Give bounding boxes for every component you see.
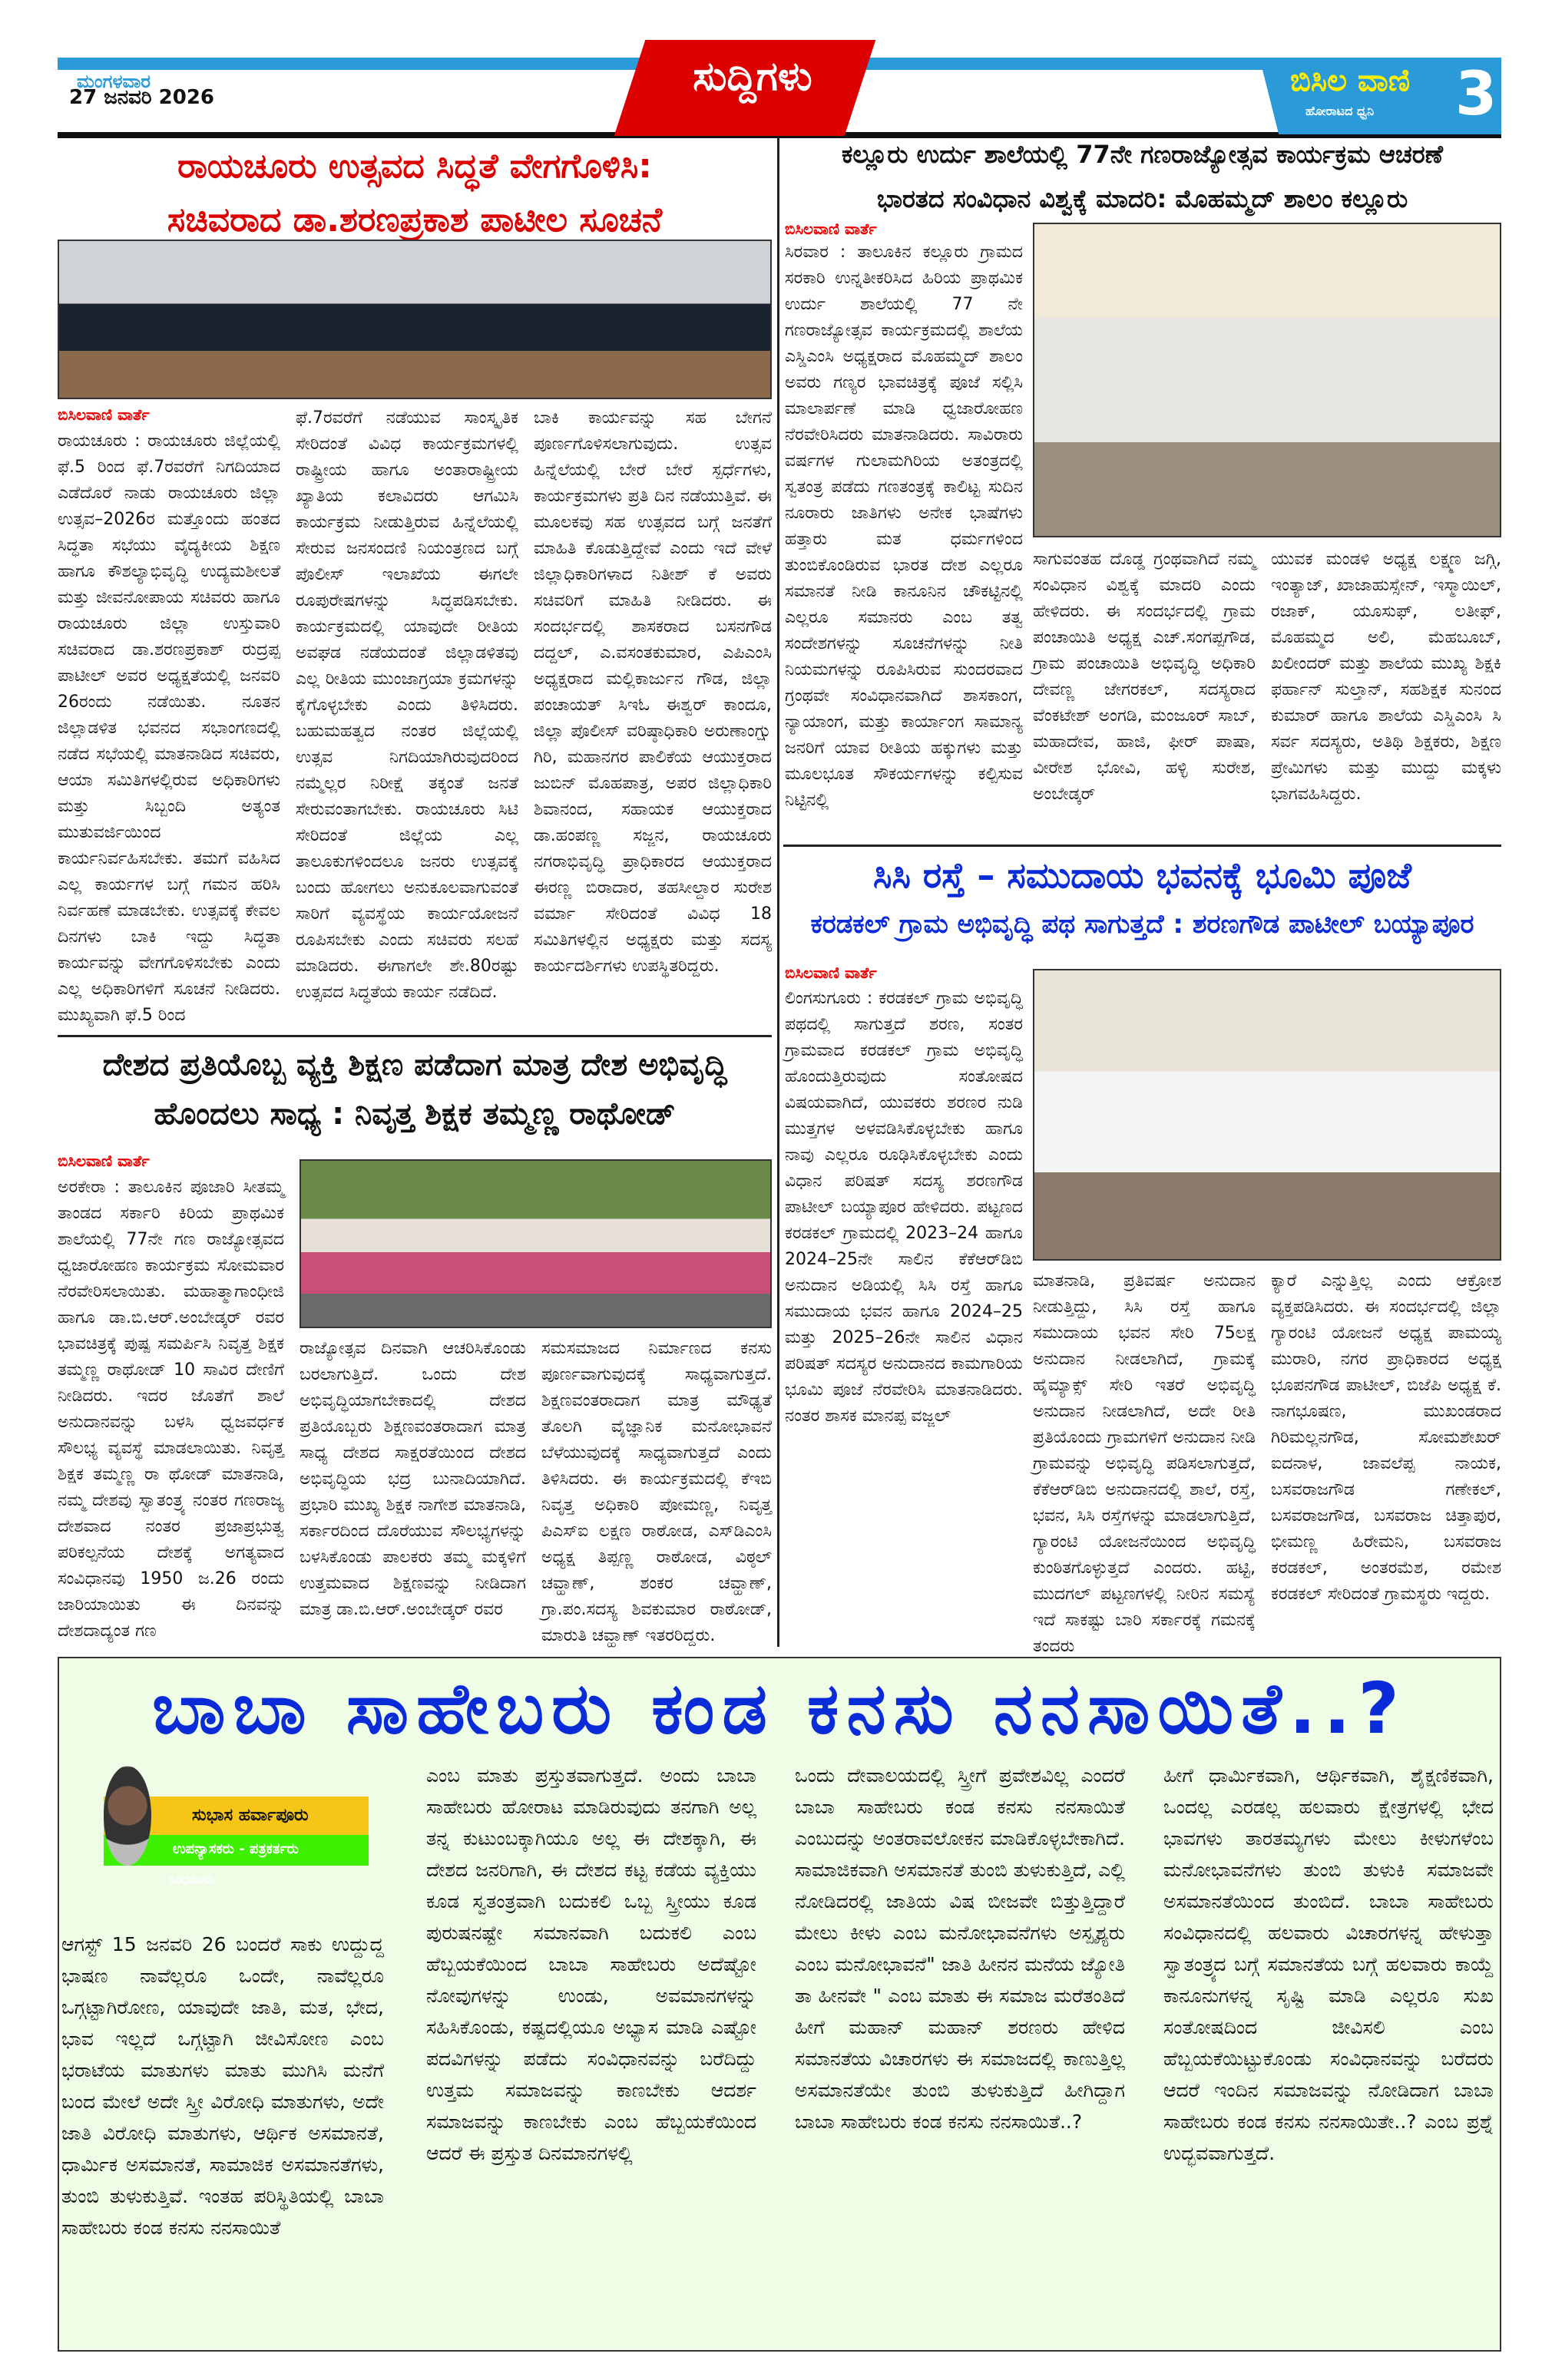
- article-column: ಲಿಂಗಸುಗೂರು : ಕರಡಕಲ್ ಗ್ರಾಮ ಅಭಿವೃದ್ಧಿ ಪಥದಲ್ಲಿ ಸಾಗುತ್ತದೆ ಶರಣ, ಸಂತರ ಗ್ರಾಮವಾದ ಕರಡಕಲ್ ಗ್ರಾಮ ಅಭಿವೃದ್ಧಿ ಹೊಂದುತ್ತಿರುವುದು ಸಂತೋಷದ ವಿಷಯವಾಗಿದೆ, ಯುವಕರು ಶರಣರ ನುಡಿ ಮುತ್ತಗಳ ಅಳವಡಿಸಿಕೊಳ್ಳಬೇಕು ಹಾಗೂ ನಾವು ಎಲ್ಲರೂ ರೂಢಿಸಿಕೊಳ್ಳಬೇಕು ಎಂದು ವಿಧಾನ ಪರಿಷತ್ ಸದಸ್ಯ ಶರಣಗೌಡ ಪಾಟೀಲ್ ಬಯ್ಯಾಪೂರ ಹೇಳಿದರು. ಪಟ್ಟಣದ ಕರಡಕಲ್ ಗ್ರಾಮದಲ್ಲಿ 2023–24 ಹಾಗೂ 2024–25ನೇ ಸಾಲಿನ ಕೆಕೆಆರ್‌ಡಿಬಿ ಅನುದಾನ ಅಡಿಯಲ್ಲಿ ಸಿಸಿ ರಸ್ತೆ ಹಾಗೂ ಸಮುದಾಯ ಭವನ ಹಾಗೂ 2024–25 ಮತ್ತು 2025–26ನೇ ಸಾಲಿನ ವಿಧಾನ ಪರಿಷತ್ ಸದಸ್ಯರ ಅನುದಾನದ ಕಾಮಗಾರಿಯ ಭೂಮಿ ಪೂಜೆ ನೆರವೇರಿಸಿ ಮಾತನಾಡಿದರು. ನಂತರ ಶಾಸಕ ಮಾನಪ್ಪ ವಜ್ಜಲ್: [785, 989, 1023, 1426]
- article-column: ಯುವಕ ಮಂಡಳಿ ಅಧ್ಯಕ್ಷ ಲಕ್ಷ್ಮಣ ಜಗ್ಗಿ, ಇಂತ್ಯಾಜ್, ಖಾಜಾಹುಸ್ಸೇನ್, ಇಸ್ಮಾಯಿಲ್, ರಜಾಕ್, ಯೂಸುಫ್, ಲತೀಫ್, ಮೊಹಮ್ಮದ ಅಲಿ, ಮೆಹಬೂಬ್, ಖಲೀಂದರ್ ಮತ್ತು ಶಾಲೆಯ ಮುಖ್ಯ ಶಿಕ್ಷಕಿ ಫರ್ಹಾನ್ ಸುಲ್ತಾನ್, ಸಹಶಿಕ್ಷಕ ಸುನಂದ ಕುಮಾರ್ ಹಾಗೂ ಶಾಲೆಯ ಎಸ್ಡಿಎಂಸಿ ಸಿ ಸರ್ವ ಸದಸ್ಯರು, ಅತಿಥಿ ಶಿಕ್ಷಕರು, ಶಿಕ್ಷಣ ಪ್ರೇಮಿಗಳು ಮತ್ತು ಮುದ್ದು ಮಕ್ಕಳು ಭಾಗವಹಿಸಿದ್ದರು.: [1271, 550, 1501, 804]
- headline-line: ಕರಡಕಲ್ ಗ್ರಾಮ ಅಭಿವೃದ್ಧಿ ಪಥ ಸಾಗುತ್ತದೆ : ಶರಣಗೌಡ ಪಾಟೀಲ್ ಬಯ್ಯಾಪೂರ: [810, 909, 1474, 940]
- article-column: ಅರಕೇರಾ : ತಾಲೂಕಿನ ಪೂಜಾರಿ ಸೀತಮ್ಮ ತಾಂಡದ ಸರ್ಕಾರಿ ಕಿರಿಯ ಪ್ರಾಥಮಿಕ ಶಾಲೆಯಲ್ಲಿ 77ನೇ ಗಣ ರಾಜ್ಯೋತ್ಸವದ ಧ್ವಜಾರೋಹಣ ಕಾರ್ಯಕ್ರಮ ಸೋಮವಾರ ನೆರವೇರಿಸಲಾಯಿತು. ಮಹಾತ್ಮಾಗಾಂಧೀಜಿ ಹಾಗೂ ಡಾ.ಬಿ.ಆರ್.ಅಂಬೇಡ್ಕರ್ ರವರ ಭಾವಚಿತ್ರಕ್ಕೆ ಪುಷ್ಪ ಸಮರ್ಪಿಸಿ ನಿವೃತ್ತ ಶಿಕ್ಷಕ ತಮ್ಮಣ್ಣ ರಾಥೋಡ್ 10 ಸಾವಿರ ದೇಣಿಗೆ ನೀಡಿದರು. ಇದರ ಜೊತೆಗೆ ಶಾಲೆ ಅನುದಾನವನ್ನು ಬಳಸಿ ಧ್ವಜವರ್ಧಕ ಸೌಲಭ್ಯ ವ್ಯವಸ್ಥೆ ಮಾಡಲಾಯಿತು. ನಿವೃತ್ತ ಶಿಕ್ಷಕ ತಮ್ಮಣ್ಣ ರಾ ಥೋಡ್ ಮಾತನಾಡಿ, ನಮ್ಮ ದೇಶವು ಸ್ವಾತಂತ್ರ್ಯ ನಂತರ ಗಣರಾಜ್ಯ ದೇಶವಾದ ನಂತರ ಪ್ರಜಾಪ್ರಭುತ್ವ ಪರಿಕಲ್ಪನೆಯ ದೇಶಕ್ಕೆ ಅಗತ್ಯವಾದ ಸಂವಿಧಾನವು 1950 ಜ.26 ರಂದು ಜಾರಿಯಾಯಿತು ಈ ದಿನವನ್ನು ದೇಶದಾದ್ಯಂತ ಗಣ: [58, 1178, 284, 1641]
- opinion-column: ಎಂಬ ಮಾತು ಪ್ರಸ್ತುತವಾಗುತ್ತದೆ. ಅಂದು ಬಾಬಾ ಸಾಹೇಬರು ಹೋರಾಟ ಮಾಡಿರುವುದು ತನಗಾಗಿ ಅಲ್ಲ ತನ್ನ ಕುಟುಂಬಕ್ಕಾಗಿಯೂ ಅಲ್ಲ ಈ ದೇಶಕ್ಕಾಗಿ, ಈ ದೇಶದ ಜನರಿಗಾಗಿ, ಈ ದೇಶದ ಕಟ್ಟ ಕಡೆಯ ವ್ಯಕ್ತಿಯು ಕೂಡ ಸ್ವತಂತ್ರವಾಗಿ ಬದುಕಲಿ ಒಬ್ಬ ಸ್ತ್ರೀಯು ಕೂಡ ಪುರುಷನಷ್ಟೇ ಸಮಾನವಾಗಿ ಬದುಕಲಿ ಎಂಬ ಹೆಬ್ಬಯಕೆಯಿಂದ ಬಾಬಾ ಸಾಹೇಬರು ಅದೆಷ್ಟೋ ನೋವುಗಳನ್ನು ಉಂಡು, ಅವಮಾನಗಳನ್ನು ಸಹಿಸಿಕೊಂಡು, ಕಷ್ಟದಲ್ಲಿಯೂ ಅಭ್ಯಾಸ ಮಾಡಿ ಎಷ್ಟೋ ಪದವಿಗಳನ್ನು ಪಡೆದು ಸಂವಿಧಾನವನ್ನು ಬರೆದಿದ್ದು ಉತ್ತಮ ಸಮಾಜವನ್ನು ಕಾಣಬೇಕು ಆದರ್ಶ ಸಮಾಜವನ್ನು ಕಾಣಬೇಕು ಎಂಬ ಹೆಬ್ಬಯಕೆಯಿಂದ ಆದರೆ ಈ ಪ್ರಸ್ತುತ ದಿನಮಾನಗಳಲ್ಲಿ: [426, 1764, 756, 2164]
- author-name: ಸುಭಾಸ ಹರ್ವಾಪೂರು: [192, 1806, 309, 1825]
- byline: ಬಿಸಿಲವಾಣಿ ವಾರ್ತೆ: [58, 1152, 150, 1170]
- meeting-photo: [58, 240, 772, 399]
- article-column: ಸಿರವಾರ : ತಾಲೂಕಿನ ಕಲ್ಲೂರು ಗ್ರಾಮದ ಸರಕಾರಿ ಉನ್ನತೀಕರಿಸಿದ ಹಿರಿಯ ಪ್ರಾಥಮಿಕ ಉರ್ದು ಶಾಲೆಯಲ್ಲಿ 77 ನೇ ಗಣರಾಜ್ಯೋತ್ಸವ ಕಾರ್ಯಕ್ರಮದಲ್ಲಿ ಶಾಲೆಯ ಎಸ್ಡಿಎಂಸಿ ಅಧ್ಯಕ್ಷರಾದ ಮೊಹಮ್ಮದ್ ಶಾಲಂ ಅವರು ಗಣ್ಯರ ಭಾವಚಿತ್ರಕ್ಕೆ ಪೂಜೆ ಸಲ್ಲಿಸಿ ಮಾಲಾರ್ಪಣೆ ಮಾಡಿ ಧ್ವಜಾರೋಹಣ ನೆರವೇರಿಸಿದರು ಮಾತನಾಡಿದರು. ಸಾವಿರಾರು ವರ್ಷಗಳ ಗುಲಾಮಗಿರಿಯ ಅತಂತ್ರದಲ್ಲಿ ಸ್ವತಂತ್ರ ಪಡೆದು ಗಣತಂತ್ರಕ್ಕೆ ಕಾಲಿಟ್ಟ ಸುದಿನ ನೂರಾರು ಜಾತಿಗಳು ಅನೇಕ ಭಾಷೆಗಳು ಹತ್ತಾರು ಮತ ಧರ್ಮಗಳಿಂದ ತುಂಬಿಕೊಂಡಿರುವ ಭಾರತ ದೇಶ ಎಲ್ಲರೂ ಸಮಾನತೆ ನೀಡಿ ಕಾನೂನಿನ ಚೌಕಟ್ಟಿನಲ್ಲಿ ಎಲ್ಲರೂ ಸಮಾನರು ಎಂಬ ತತ್ವ ಸಂದೇಶಗಳನ್ನು ಸೂಚನೆಗಳನ್ನು ನೀತಿ ನಿಯಮಗಳನ್ನು ರೂಪಿಸಿರುವ ಸುಂದರವಾದ ಗ್ರಂಥವೇ ಸಂವಿಧಾನವಾಗಿದೆ ಶಾಸಕಾಂಗ, ನ್ಯಾಯಾಂಗ, ಮತ್ತು ಕಾರ್ಯಾಂಗ ಸಾಮಾನ್ಯ ಜನರಿಗೆ ಯಾವ ರೀತಿಯ ಹಕ್ಕುಗಳು ಮತ್ತು ಮೂಲಭೂತ ಸೌಕರ್ಯಗಳನ್ನು ಕಲ್ಪಿಸುವ ನಿಟ್ಟಿನಲ್ಲಿ: [785, 243, 1023, 810]
- author-photo: [104, 1766, 151, 1866]
- headline-line: ಸಿಸಿ ರಸ್ತೆ – ಸಮುದಾಯ ಭವನಕ್ಕೆ ಭೂಮಿ ಪೂಜೆ: [873, 854, 1411, 896]
- article-headline: [783, 132, 1501, 221]
- article-headline: [783, 851, 1501, 949]
- byline: ಬಿಸಿಲವಾಣಿ ವಾರ್ತೆ: [785, 964, 877, 982]
- opinion-column: ಹೀಗೆ ಧಾರ್ಮಿಕವಾಗಿ, ಆರ್ಥಿಕವಾಗಿ, ಶೈಕ್ಷಣಿಕವಾಗಿ, ಒಂದಲ್ಲ ಎರಡಲ್ಲ ಹಲವಾರು ಕ್ಷೇತ್ರಗಳಲ್ಲಿ ಭೇದ ಭಾವಗಳು ತಾರತಮ್ಯಗಳು ಮೇಲು ಕೀಳುಗಳೆಂಬ ಮನೋಭಾವನೆಗಳು ತುಂಬಿ ತುಳುಕಿ ಸಮಾಜವೇ ಅಸಮಾನತೆಯಿಂದ ತುಂಬಿದೆ. ಬಾಬಾ ಸಾಹೇಬರು ಸಂವಿಧಾನದಲ್ಲಿ ಹಲವಾರು ವಿಚಾರಗಳನ್ನ ಹೇಳುತ್ತಾ ಸ್ವಾತಂತ್ರ್ಯದ ಬಗ್ಗೆ ಸಮಾನತೆಯ ಬಗ್ಗೆ ಹಲವಾರು ಕಾಯ್ದೆ ಕಾನೂನುಗಳನ್ನ ಸೃಷ್ಟಿ ಮಾಡಿ ಎಲ್ಲರೂ ಸುಖ ಸಂತೋಷದಿಂದ ಜೀವಿಸಲಿ ಎಂಬ ಹೆಬ್ಬಯಕೆಯಿಟ್ಟುಕೊಂಡು ಸಂವಿಧಾನವನ್ನು ಬರೆದರು ಆದರೆ ಇಂದಿನ ಸಮಾಜವನ್ನು ನೋಡಿದಾಗ ಬಾಬಾ ಸಾಹೇಬರು ಕಂಡ ಕನಸು ನನಸಾಯಿತೇ..? ಎಂಬ ಪ್ರಶ್ನೆ ಉದ್ಭವವಾಗುತ್ತದೆ.: [1163, 1764, 1494, 2164]
- byline: ಬಿಸಿಲವಾಣಿ ವಾರ್ತೆ: [58, 405, 150, 424]
- byline: ಬಿಸಿಲವಾಣಿ ವಾರ್ತೆ: [785, 220, 877, 238]
- headline-line: ಕಲ್ಲೂರು ಉರ್ದು ಶಾಲೆಯಲ್ಲಿ 77ನೇ ಗಣರಾಜ್ಯೋತ್ಸವ ಕಾರ್ಯಕ್ರಮ ಆಚರಣೆ: [841, 140, 1444, 169]
- opinion-column: ಆಗಸ್ಟ್ 15 ಜನವರಿ 26 ಬಂದರೆ ಸಾಕು ಉದ್ದುದ್ದ ಭಾಷಣ ನಾವೆಲ್ಲರೂ ಒಂದೇ, ನಾವೆಲ್ಲರೂ ಒಗ್ಗಟ್ಟಾಗಿರೋಣ, ಯಾವುದೇ ಜಾತಿ, ಮತ, ಭೇದ, ಭಾವ ಇಲ್ಲದೆ ಒಗ್ಗಟ್ಟಾಗಿ ಜೀವಿಸೋಣ ಎಂಬ ಭರಾಟೆಯ ಮಾತುಗಳು ಮಾತು ಮುಗಿಸಿ ಮನೆಗೆ ಬಂದ ಮೇಲೆ ಅದೇ ಸ್ತ್ರೀ ವಿರೋಧಿ ಮಾತುಗಳು, ಅದೇ ಜಾತಿ ವಿರೋಧಿ ಮಾತುಗಳು, ಆರ್ಥಿಕ ಅಸಮಾನತೆ, ಧಾರ್ಮಿಕ ಅಸಮಾನತೆ, ಸಾಮಾಜಿಕ ಅಸಮಾನತೆಗಳು, ತುಂಬಿ ತುಳುಕುತ್ತಿವೆ. ಇಂತಹ ಪರಿಸ್ಥಿತಿಯಲ್ಲಿ ಬಾಬಾ ಸಾಹೇಬರು ಕಂಡ ಕನಸು ನನಸಾಯಿತೆ: [61, 1933, 384, 2239]
- divider: [58, 1035, 772, 1037]
- opinion-headline: ಬಾಬಾ ಸಾಹೇಬರು ಕಂಡ ಕನಸು ನನಸಾಯಿತೆ..?: [152, 1668, 1407, 1750]
- flag-hoisting-photo: [1033, 223, 1501, 537]
- masthead-tagline: ಹೋರಾಟದ ಧ್ವನಿ: [1305, 104, 1375, 118]
- article-column: ಮಾತನಾಡಿ, ಪ್ರತಿವರ್ಷ ಅನುದಾನ ನೀಡುತ್ತಿದ್ದು, ಸಿಸಿ ರಸ್ತೆ ಹಾಗೂ ಸಮುದಾಯ ಭವನ ಸೇರಿ 75ಲಕ್ಷ ಅನುದಾನ ನೀಡಲಾಗಿದೆ, ಗ್ರಾಮಕ್ಕೆ ಹೈಮ್ಯಾಕ್ಸ್ ಸೇರಿ ಇತರೆ ಅಭಿವೃದ್ಧಿ ಅನುದಾನ ನೀಡಲಾಗಿದೆ, ಅದೇ ರೀತಿ ಪ್ರತಿಯೊಂದು ಗ್ರಾಮಗಳಿಗೆ ಅನುದಾನ ನೀಡಿ ಗ್ರಾಮವನ್ನು ಅಭಿವೃದ್ಧಿ ಪಡಿಸಲಾಗುತ್ತದೆ, ಕೆಕೆಆರ್‌ಡಿಬಿ ಅನುದಾನದಲ್ಲಿ ಶಾಲೆ, ರಸ್ತೆ, ಭವನ, ಸಿಸಿ ರಸ್ತೆಗಳನ್ನು ಮಾಡಲಾಗುತ್ತಿದೆ, ಗ್ಯಾರಂಟಿ ಯೋಜನೆಯಿಂದ ಅಭಿವೃದ್ಧಿ ಕುಂಠಿತಗೊಳ್ಳುತ್ತದೆ ಎಂದರು. ಹಟ್ಟಿ, ಮುದಗಲ್ ಪಟ್ಟಣಗಳಲ್ಲಿ ನೀರಿನ ಸಮಸ್ಯೆ ಇದೆ ಸಾಕಷ್ಟು ಬಾರಿ ಸರ್ಕಾರಕ್ಕೆ ಗಮನಕ್ಕೆ ತಂದರು: [1033, 1271, 1256, 1656]
- headline-line: ಭಾರತದ ಸಂವಿಧಾನ ವಿಶ್ವಕ್ಕೆ ಮಾದರಿ: ಮೊಹಮ್ಮದ್ ಶಾಲಂ ಕಲ್ಲೂರು: [876, 184, 1408, 213]
- page-number: 3: [1455, 60, 1497, 129]
- school-event-photo: [299, 1159, 772, 1328]
- divider: [783, 845, 1501, 847]
- column-divider: [777, 138, 779, 1647]
- section-label: ಸುದ್ದಿಗಳು: [693, 54, 812, 100]
- article-headline: [58, 1040, 772, 1139]
- article-column: ಸಮಸಮಾಜದ ನಿರ್ಮಾಣದ ಕನಸು ಪೂರ್ಣವಾಗುವುದಕ್ಕೆ ಸಾಧ್ಯವಾಗುತ್ತದೆ. ಶಿಕ್ಷಣವಂತರಾದಾಗ ಮಾತ್ರ ಮೌಢ್ಯತೆ ತೊಲಗಿ ವೈಜ್ಞಾನಿಕ ಮನೋಭಾವನೆ ಬೆಳೆಯುವುದಕ್ಕೆ ಸಾಧ್ಯವಾಗುತ್ತದೆ ಎಂದು ತಿಳಿಸಿದರು. ಈ ಕಾರ್ಯಕ್ರಮದಲ್ಲಿ ಕೆಇಬಿ ನಿವೃತ್ತ ಅಧಿಕಾರಿ ಪೋಮಣ್ಣ, ನಿವೃತ್ತ ಪಿಎಸ್ಐ ಲಕ್ಷಣ ರಾಠೋಡ, ಎಸ್‌ಡಿಎಂಸಿ ಅಧ್ಯಕ್ಷ ತಿಪ್ಪಣ್ಣ ರಾಠೋಡ, ವಿಠ್ಠಲ್ ಚವ್ಹಾಣ್, ಶಂಕರ ಚವ್ಹಾಣ್, ಗ್ರಾ.ಪಂ.ಸದಸ್ಯ ಶಿವಕುಮಾರ ರಾಠೋಡ್, ಮಾರುತಿ ಚವ್ಹಾಣ್ ಇತರರಿದ್ದರು.: [541, 1339, 772, 1645]
- opinion-column: ಒಂದು ದೇವಾಲಯದಲ್ಲಿ ಸ್ತ್ರೀಗೆ ಪ್ರವೇಶವಿಲ್ಲ ಎಂದರೆ ಬಾಬಾ ಸಾಹೇಬರು ಕಂಡ ಕನಸು ನನಸಾಯಿತೆ ಎಂಬುದನ್ನು ಅಂತರಾವಲೋಕನ ಮಾಡಿಕೊಳ್ಳಬೇಕಾಗಿದೆ. ಸಾಮಾಜಿಕವಾಗಿ ಅಸಮಾನತೆ ತುಂಬಿ ತುಳುಕುತ್ತಿದೆ, ಎಲ್ಲಿ ನೋಡಿದರಲ್ಲಿ ಜಾತಿಯ ವಿಷ ಬೀಜವೇ ಬಿತ್ತುತ್ತಿದ್ದಾರೆ ಮೇಲು ಕೀಳು ಎಂಬ ಮನೋಭಾವನೆಗಳು ಅಸ್ಪೃಶ್ಯರು ಎಂಬ ಮನೋಭಾವನೆ" ಜಾತಿ ಹೀನನ ಮನೆಯ ಜ್ಯೋತಿ ತಾ ಹೀನವೇ " ಎಂಬ ಮಾತು ಈ ಸಮಾಜ ಮರೆತಂತಿದೆ ಹೀಗೆ ಮಹಾನ್ ಮಹಾನ್ ಶರಣರು ಹೇಳಿದ ಸಮಾನತೆಯ ವಿಚಾರಗಳು ಈ ಸಮಾಜದಲ್ಲಿ ಕಾಣುತ್ತಿಲ್ಲ ಅಸಮಾನತೆಯೇ ತುಂಬಿ ತುಳುಕುತ್ತಿದೆ ಹೀಗಿದ್ದಾಗ ಬಾಬಾ ಸಾಹೇಬರು ಕಂಡ ಕನಸು ನನಸಾಯಿತೆ..?: [795, 1764, 1126, 2133]
- article-column: ಕ್ಯಾರೆ ಎನ್ನುತ್ತಿಲ್ಲ ಎಂದು ಆಕ್ರೋಶ ವ್ಯಕ್ತಪಡಿಸಿದರು. ಈ ಸಂದರ್ಭದಲ್ಲಿ ಜಿಲ್ಲಾ ಗ್ಯಾರಂಟಿ ಯೋಜನೆ ಅಧ್ಯಕ್ಷ ಪಾಮಯ್ಯ ಮುರಾರಿ, ನಗರ ಪ್ರಾಧಿಕಾರದ ಅಧ್ಯಕ್ಷ ಭೂಪನಗೌಡ ಪಾಟೀಲ್, ಬಿಜೆಪಿ ಅಧ್ಯಕ್ಷ ಕೆ. ನಾಗಭೂಷಣ, ಮುಖಂಡರಾದ ಗಿರಿಮಲ್ಲನಗೌಡ, ಸೋಮಶೇಖರ್ ಐದನಾಳ, ಜಾವಲೆಪ್ಪ ನಾಯಕ, ಬಸವರಾಜಗೌಡ ಗಣೇಕಲ್, ಬಸವರಾಜಗೌಡ, ಬಸವರಾಜ ಚಿತ್ತಾಪುರ, ಭೀಮಣ್ಣ ಹಿರೇಮನಿ, ಬಸವರಾಜ ಕರಡಕಲ್, ಅಂತರಮೆಶ, ರಮೇಶ ಕರಡಕಲ್ ಸೇರಿದಂತೆ ಗ್ರಾಮಸ್ಥರು ಇದ್ದರು.: [1271, 1271, 1501, 1604]
- headline-line: ದೇಶದ ಪ್ರತಿಯೊಬ್ಬ ವ್ಯಕ್ತಿ ಶಿಕ್ಷಣ ಪಡೆದಾಗ ಮಾತ್ರ ದೇಶ ಅಭಿವೃದ್ಧಿ: [102, 1047, 727, 1083]
- bhoomi-pooja-photo: [1033, 969, 1501, 1261]
- headline-line: ರಾಯಚೂರು ಉತ್ಸವದ ಸಿದ್ಧತೆ ವೇಗಗೊಳಿಸಿ:: [177, 147, 652, 186]
- article-column: ಸಾಗುವಂತಹ ದೊಡ್ಡ ಗ್ರಂಥವಾಗಿದೆ ನಮ್ಮ ಸಂವಿಧಾನ ವಿಶ್ವಕ್ಕೆ ಮಾದರಿ ಎಂದು ಹೇಳಿದರು. ಈ ಸಂದರ್ಭದಲ್ಲಿ ಗ್ರಾಮ ಪಂಚಾಯಿತಿ ಅಧ್ಯಕ್ಷ ಎಚ್.ಸಂಗಪ್ಪಗೌಡ, ಗ್ರಾಮ ಪಂಚಾಯಿತಿ ಅಭಿವೃದ್ಧಿ ಅಧಿಕಾರಿ ದೇವಣ್ಣ ಜೇಗರಕಲ್, ಸದಸ್ಯರಾದ ವೆಂಕಟೇಶ್ ಅಂಗಡಿ, ಮಂಜೂರ್ ಸಾಬ್, ಮಹಾದೇವ, ಹಾಜಿ, ಫೀರ್ ಪಾಷಾ, ವೀರೇಶ ಭೋವಿ, ಹಳ್ಳಿ ಸುರೇಶ, ಅಂಬೇಡ್ಕರ್: [1033, 550, 1256, 804]
- article-column: ರಾಯಚೂರು : ರಾಯಚೂರು ಜಿಲ್ಲೆಯಲ್ಲಿ ಫೆ.5 ರಿಂದ ಫೆ.7ರವರೆಗೆ ನಿಗದಿಯಾದ ಎಡೆದೊರೆ ನಾಡು ರಾಯಚೂರು ಜಿಲ್ಲಾ ಉತ್ಸವ–2026ರ ಮತ್ತೊಂದು ಹಂತದ ಸಿದ್ಧತಾ ಸಭೆಯು ವೈದ್ಯಕೀಯ ಶಿಕ್ಷಣ ಹಾಗೂ ಕೌಶಲ್ಯಾಭಿವೃದ್ಧಿ ಉದ್ಯಮಶೀಲತೆ ಮತ್ತು ಜೀವನೋಪಾಯ ಸಚಿವರು ಹಾಗೂ ರಾಯಚೂರು ಜಿಲ್ಲಾ ಉಸ್ತುವಾರಿ ಸಚಿವರಾದ ಡಾ.ಶರಣಪ್ರಕಾಶ್ ರುದ್ರಪ್ಪ ಪಾಟೀಲ್ ಅವರ ಅಧ್ಯಕ್ಷತೆಯಲ್ಲಿ ಜನವರಿ 26ರಂದು ನಡೆಯಿತು. ನೂತನ ಜಿಲ್ಲಾಡಳಿತ ಭವನದ ಸಭಾಂಗಣದಲ್ಲಿ ನಡೆದ ಸಭೆಯಲ್ಲಿ ಮಾತನಾಡಿದ ಸಚಿವರು, ಆಯಾ ಸಮಿತಿಗಳಲ್ಲಿರುವ ಅಧಿಕಾರಿಗಳು ಮತ್ತು ಸಿಬ್ಬಂದಿ ಅತ್ಯಂತ ಮುತುವರ್ಜಿಯಿಂದ ಕಾರ್ಯನಿರ್ವಹಿಸಬೇಕು. ತಮಗೆ ವಹಿಸಿದ ಎಲ್ಲ ಕಾರ್ಯಗಳ ಬಗ್ಗೆ ಗಮನ ಹರಿಸಿ ನಿರ್ವಹಣೆ ಮಾಡಬೇಕು. ಉತ್ಸವಕ್ಕೆ ಕೇವಲ ದಿನಗಳು ಬಾಕಿ ಇದ್ದು ಸಿದ್ಧತಾ ಕಾರ್ಯವನ್ನು ವೇಗಗೊಳಿಸಬೇಕು ಎಂದು ಎಲ್ಲ ಅಧಿಕಾರಿಗಳಿಗೆ ಸೂಚನೆ ನೀಡಿದರು. ಮುಖ್ಯವಾಗಿ ಫೆ.5 ರಿಂದ: [58, 431, 280, 1025]
- issue-date: 27 ಜನವರಿ 2026: [69, 86, 214, 109]
- headline-line: ಸಚಿವರಾದ ಡಾ.ಶರಣಪ್ರಕಾಶ ಪಾಟೀಲ ಸೂಚನೆ: [167, 200, 663, 240]
- article-column: ಬಾಕಿ ಕಾರ್ಯವನ್ನು ಸಹ ಬೇಗನೆ ಪೂರ್ಣಗೊಳಿಸಲಾಗುವುದು. ಉತ್ಸವ ಹಿನ್ನೆಲೆಯಲ್ಲಿ ಬೇರೆ ಬೇರೆ ಸ್ಪರ್ಧೆಗಳು, ಕಾರ್ಯಕ್ರಮಗಳು ಪ್ರತಿ ದಿನ ನಡೆಯುತ್ತಿವೆ. ಈ ಮೂಲಕವು ಸಹ ಉತ್ಸವದ ಬಗ್ಗೆ ಜನತೆಗೆ ಮಾಹಿತಿ ಕೊಡುತ್ತಿದ್ದೇವೆ ಎಂದು ಇದೆ ವೇಳೆ ಜಿಲ್ಲಾಧಿಕಾರಿಗಳಾದ ನಿತೀಶ್ ಕೆ ಅವರು ಸಚಿವರಿಗೆ ಮಾಹಿತಿ ನೀಡಿದರು. ಈ ಸಂದರ್ಭದಲ್ಲಿ ಶಾಸಕರಾದ ಬಸನಗೌಡ ದದ್ದಲ್, ಎ.ವಸಂತಕುಮಾರ, ಎಪಿಎಂಸಿ ಅಧ್ಯಕ್ಷರಾದ ಮಲ್ಲಿಕಾರ್ಜುನ ಗೌಡ, ಜಿಲ್ಲಾ ಪಂಚಾಯತ್ ಸಿಇಓ ಈಶ್ವರ್ ಕಾಂದೂ, ಜಿಲ್ಲಾ ಪೊಲೀಸ್ ವರಿಷ್ಠಾಧಿಕಾರಿ ಅರುಣಾಂಗ್ಷು ಗಿರಿ, ಮಹಾನಗರ ಪಾಲಿಕೆಯ ಆಯುಕ್ತರಾದ ಜುಬಿನ್ ಮೊಹಪಾತ್ರ, ಅಪರ ಜಿಲ್ಲಾಧಿಕಾರಿ ಶಿವಾನಂದ, ಸಹಾಯಕ ಆಯುಕ್ತರಾದ ಡಾ.ಹಂಪಣ್ಣ ಸಜ್ಜನ, ರಾಯಚೂರು ನಗರಾಭಿವೃದ್ಧಿ ಪ್ರಾಧಿಕಾರದ ಆಯುಕ್ತರಾದ ಈರಣ್ಣ ಬಿರಾದಾರ, ತಹಸೀಲ್ದಾರ ಸುರೇಶ ವರ್ಮಾ ಸೇರಿದಂತೆ ವಿವಿಧ 18 ಸಮಿತಿಗಳಲ್ಲಿನ ಅಧ್ಯಕ್ಷರು ಮತ್ತು ಸದಸ್ಯ ಕಾರ್ಯದರ್ಶಿಗಳು ಉಪಸ್ಥಿತರಿದ್ದರು.: [534, 408, 772, 976]
- masthead-name: ಬಿಸಿಲ ವಾಣಿ: [1290, 63, 1411, 98]
- article-headline: [58, 140, 772, 248]
- weekday: ಮಂಗಳವಾರ: [77, 71, 151, 92]
- headline-line: ಹೊಂದಲು ಸಾಧ್ಯ : ನಿವೃತ್ತ ಶಿಕ್ಷಕ ತಮ್ಮಣ್ಣ ರಾಥೋಡ್: [154, 1096, 676, 1132]
- article-column: ರಾಜ್ಯೋತ್ಸವ ದಿನವಾಗಿ ಆಚರಿಸಿಕೊಂಡು ಬರಲಾಗುತ್ತಿದೆ. ಒಂದು ದೇಶ ಅಭಿವೃದ್ಧಿಯಾಗಬೇಕಾದಲ್ಲಿ ದೇಶದ ಪ್ರತಿಯೊಬ್ಬರು ಶಿಕ್ಷಣವಂತರಾದಾಗ ಮಾತ್ರ ಸಾಧ್ಯ ದೇಶದ ಸಾಕ್ಷರತೆಯಿಂದ ದೇಶದ ಅಭಿವೃದ್ಧಿಯ ಭದ್ರ ಬುನಾದಿಯಾಗಿದೆ. ಪ್ರಭಾರಿ ಮುಖ್ಯ ಶಿಕ್ಷಕ ನಾಗೇಶ ಮಾತನಾಡಿ, ಸರ್ಕಾರದಿಂದ ದೊರೆಯುವ ಸೌಲಭ್ಯಗಳನ್ನು ಬಳಸಿಕೊಂಡು ಪಾಲಕರು ತಮ್ಮ ಮಕ್ಕಳಿಗೆ ಉತ್ತಮವಾದ ಶಿಕ್ಷಣವನ್ನು ನೀಡಿದಾಗ ಮಾತ್ರ ಡಾ.ಬಿ.ಆರ್.ಅಂಬೇಡ್ಕರ್ ರವರ: [299, 1339, 526, 1619]
- article-column: ಫೆ.7ರವರೆಗೆ ನಡೆಯುವ ಸಾಂಸ್ಕೃತಿಕ ಸೇರಿದಂತೆ ವಿವಿಧ ಕಾರ್ಯಕ್ರಮಗಳಲ್ಲಿ ರಾಷ್ಟ್ರೀಯ ಹಾಗೂ ಅಂತಾರಾಷ್ಟ್ರೀಯ ಖ್ಯಾತಿಯ ಕಲಾವಿದರು ಆಗಮಿಸಿ ಕಾರ್ಯಕ್ರಮ ನೀಡುತ್ತಿರುವ ಹಿನ್ನೆಲೆಯಲ್ಲಿ ಸೇರುವ ಜನಸಂದಣಿ ನಿಯಂತ್ರಣದ ಬಗ್ಗೆ ಪೊಲೀಸ್ ಇಲಾಖೆಯ ಈಗಲೇ ರೂಪುರೇಷಗಳನ್ನು ಸಿದ್ಧಪಡಿಸಬೇಕು. ಕಾರ್ಯಕ್ರಮದಲ್ಲಿ ಯಾವುದೇ ರೀತಿಯ ಅವಘಡ ನಡೆಯದಂತೆ ಜಿಲ್ಲಾಡಳಿತವು ಎಲ್ಲ ರೀತಿಯ ಮುಂಜಾಗ್ರಯಾ ಕ್ರಮಗಳನ್ನು ಕೈಗೊಳ್ಳಬೇಕು ಎಂದು ತಿಳಿಸಿದರು. ಬಹುಮಹತ್ವದ ನಂತರ ಜಿಲ್ಲೆಯಲ್ಲಿ ಉತ್ಸವ ನಿಗದಿಯಾಗಿರುವುದರಿಂದ ನಮ್ಮೆಲ್ಲರ ನಿರೀಕ್ಷೆ ತಕ್ಕಂತೆ ಜನತೆ ಸೇರುವಂತಾಗಬೇಕು. ರಾಯಚೂರು ಸಿಟಿ ಸೇರಿದಂತೆ ಜಿಲ್ಲೆಯ ಎಲ್ಲ ತಾಲೂಕುಗಳಿಂದಲೂ ಜನರು ಉತ್ಸವಕ್ಕೆ ಬಂದು ಹೋಗಲು ಅನುಕೂಲವಾಗುವಂತೆ ಸಾರಿಗೆ ವ್ಯವಸ್ಥೆಯ ಕಾರ್ಯಯೋಜನೆ ರೂಪಿಸಬೇಕು ಎಂದು ಸಚಿವರು ಸಲಹೆ ಮಾಡಿದರು. ಈಗಾಗಲೇ ಶೇ.80ರಷ್ಟು ಉತ್ಸವದ ಸಿದ್ಧತೆಯ ಕಾರ್ಯ ನಡೆದಿದೆ.: [296, 408, 518, 1002]
- author-role: ಉಪನ್ಯಾಸಕರು - ಪತ್ರಕರ್ತರು: [173, 1841, 299, 1857]
- author-place: ಸಿಂಧನೂರು: [169, 1872, 214, 1886]
